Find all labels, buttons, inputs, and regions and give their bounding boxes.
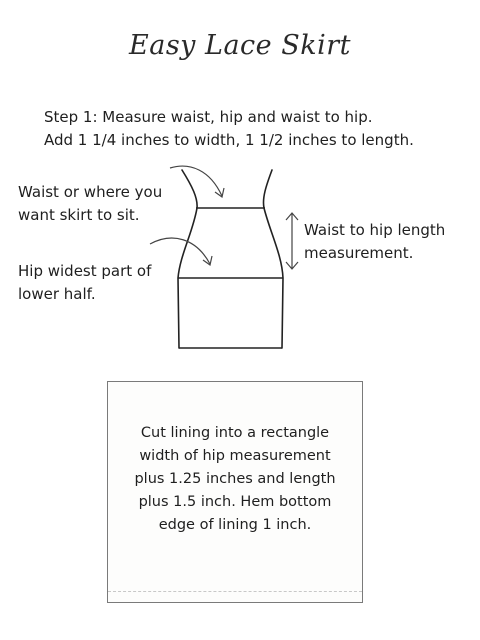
waist-pointer-arrow [170, 166, 224, 197]
lining-line-1: Cut lining into a rectangle [140, 425, 330, 441]
step-1-line-1: Step 1: Measure waist, hip and waist to hip. [44, 108, 373, 126]
length-label-line-2: measurement. [304, 244, 414, 262]
lining-hem-line [108, 591, 362, 592]
lining-line-4: plus 1.5 inch. Hem bottom [138, 494, 332, 510]
waist-label-line-1: Waist or where you [18, 183, 163, 201]
hip-label-line-1: Hip widest part of [18, 262, 152, 280]
body-outline-left [178, 170, 197, 348]
lining-rectangle-card [107, 381, 363, 603]
lining-line-2: width of hip measurement [139, 448, 331, 464]
length-label-line-1: Waist to hip length [304, 221, 446, 239]
hip-label-line-2: lower half. [18, 285, 96, 303]
waist-to-hip-double-arrow [286, 213, 298, 269]
step-1-line-2: Add 1 1/4 inches to width, 1 1/2 inches to length. [44, 131, 414, 149]
waist-label-line-2: want skirt to sit. [18, 206, 140, 224]
page-title: Easy Lace Skirt [129, 30, 351, 61]
lining-line-3: plus 1.25 inches and length [134, 471, 336, 487]
body-outline-right [263, 170, 283, 348]
lining-line-5: edge of lining 1 inch. [158, 517, 312, 533]
lining-instructions [108, 422, 362, 537]
